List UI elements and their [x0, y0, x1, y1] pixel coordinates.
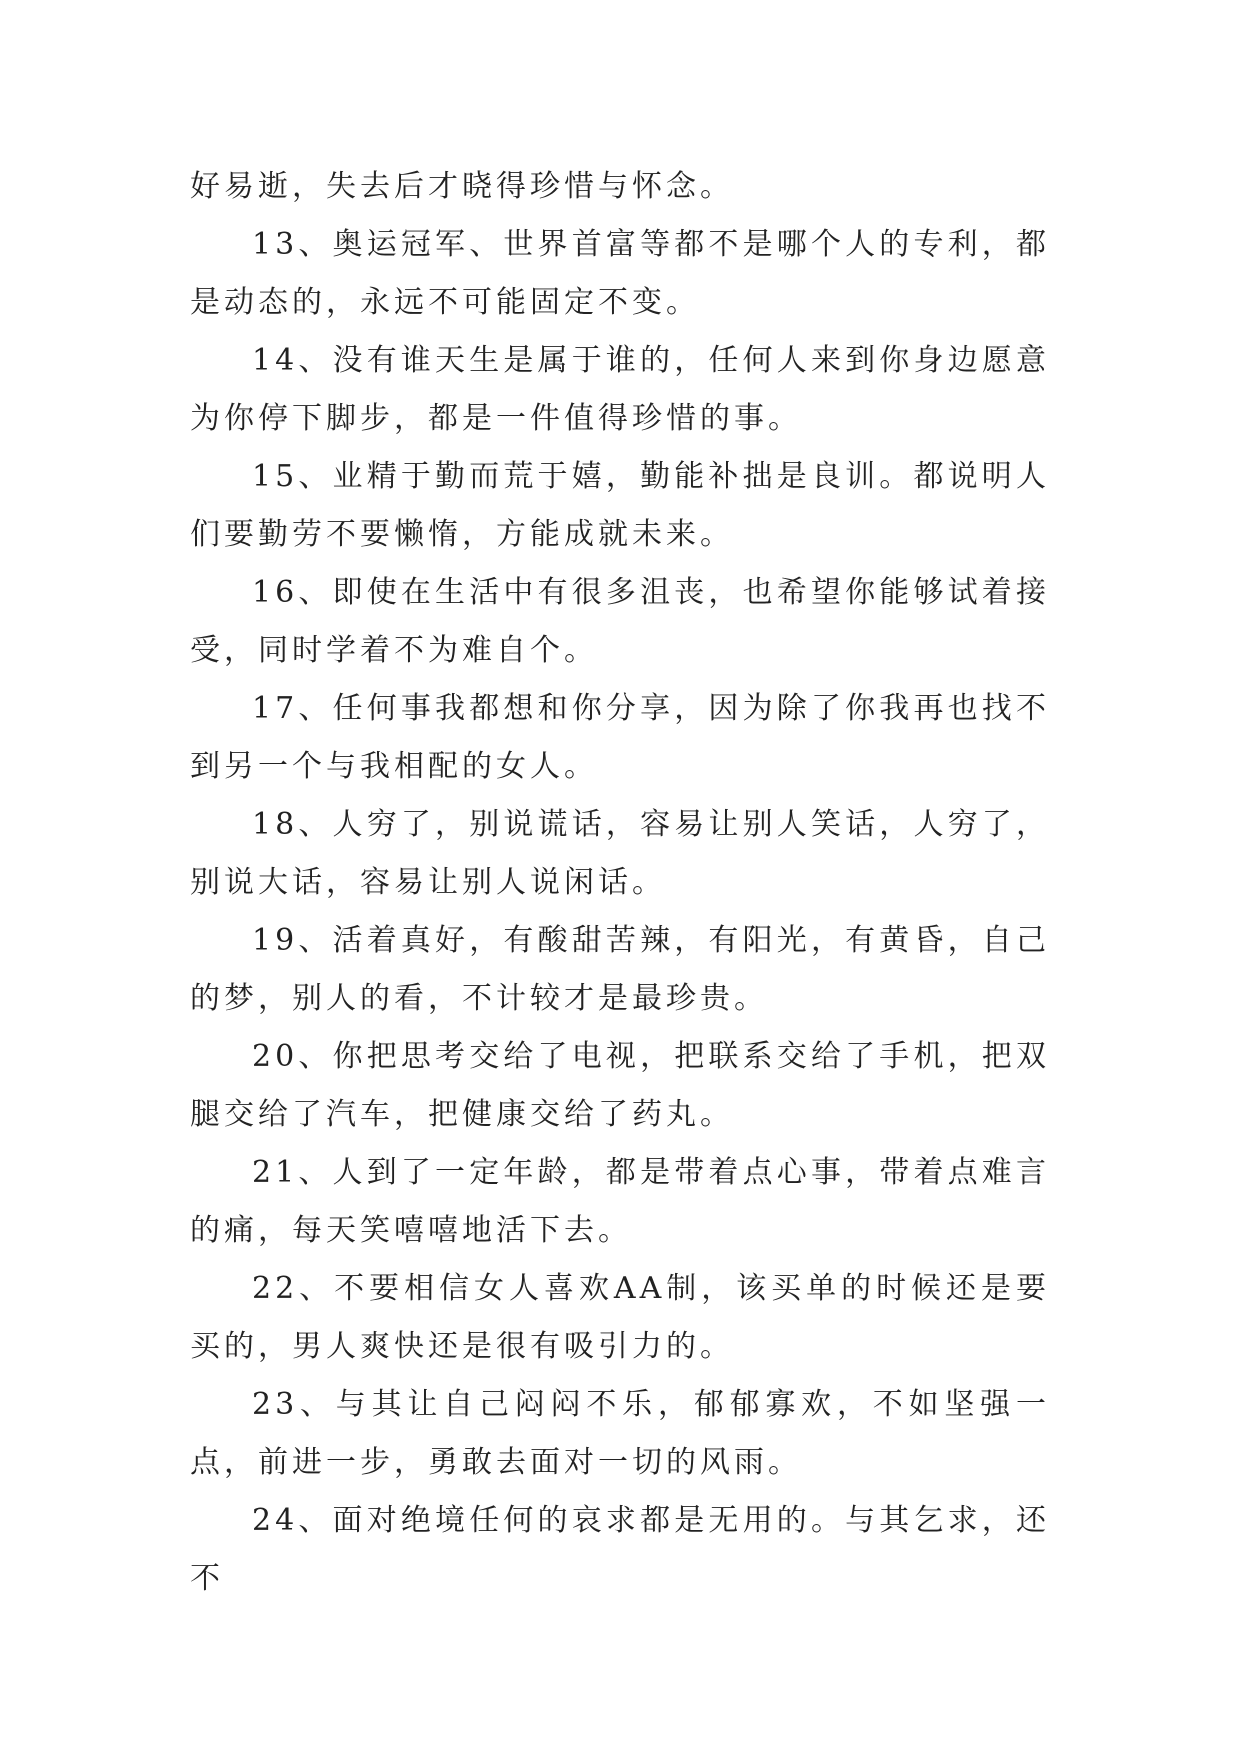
- quote-item-20: 20、你把思考交给了电视，把联系交给了手机，把双腿交给了汽车，把健康交给了药丸。: [190, 1039, 1050, 1132]
- continuation-paragraph: 好易逝，失去后才晓得珍惜与怀念。: [190, 169, 734, 204]
- quote-item-16: 16、即使在生活中有很多沮丧，也希望你能够试着接受，同时学着不为难自个。: [190, 575, 1050, 668]
- quote-item-21: 21、人到了一定年龄，都是带着点心事，带着点难言的痛，每天笑嘻嘻地活下去。: [190, 1155, 1050, 1248]
- document-body: [190, 158, 1050, 1608]
- quote-item-17: 17、任何事我都想和你分享，因为除了你我再也找不到另一个与我相配的女人。: [190, 691, 1050, 784]
- quote-item-13: 13、奥运冠军、世界首富等都不是哪个人的专利，都是动态的，永远不可能固定不变。: [190, 227, 1050, 320]
- quote-item-15: 15、业精于勤而荒于嬉，勤能补拙是良训。都说明人们要勤劳不要懒惰，方能成就未来。: [190, 459, 1050, 552]
- quote-item-22: 22、不要相信女人喜欢AA制，该买单的时候还是要买的，男人爽快还是很有吸引力的。: [190, 1271, 1050, 1364]
- quote-item-18: 18、人穷了，别说谎话，容易让别人笑话，人穷了，别说大话，容易让别人说闲话。: [190, 807, 1050, 900]
- quote-item-24: 24、面对绝境任何的哀求都是无用的。与其乞求，还不: [190, 1503, 1050, 1596]
- quote-item-23: 23、与其让自己闷闷不乐，郁郁寡欢，不如坚强一点，前进一步，勇敢去面对一切的风雨。: [190, 1387, 1050, 1480]
- quote-item-19: 19、活着真好，有酸甜苦辣，有阳光，有黄昏，自己的梦，别人的看，不计较才是最珍贵。: [190, 923, 1050, 1016]
- quote-item-14: 14、没有谁天生是属于谁的，任何人来到你身边愿意为你停下脚步，都是一件值得珍惜的事。: [190, 343, 1050, 436]
